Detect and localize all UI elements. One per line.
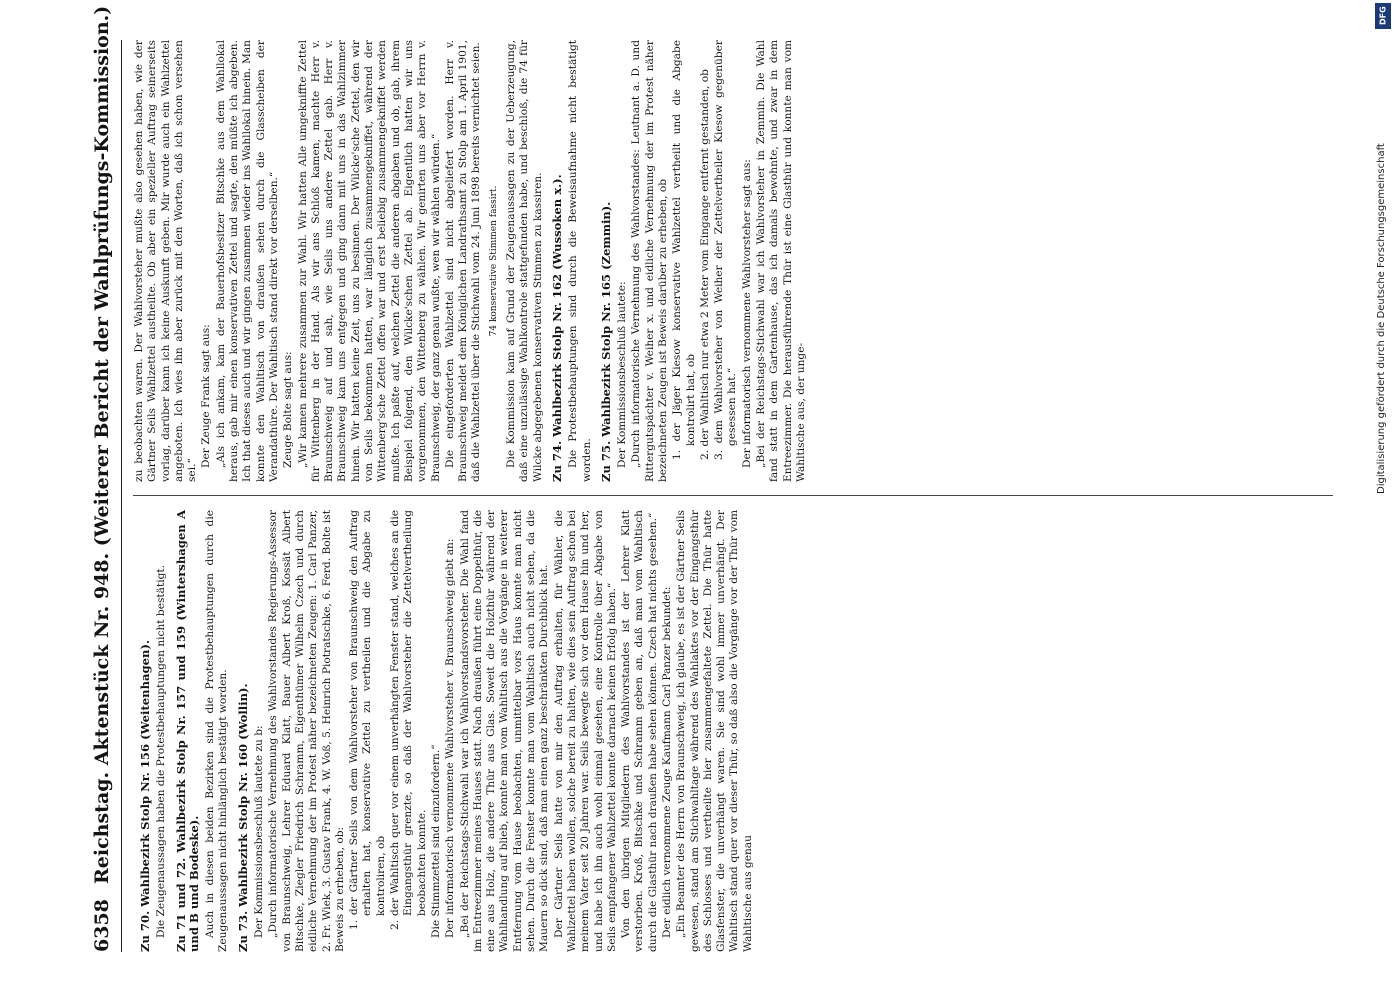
paragraph: „Als ich ankam, kam der Bauerhofsbesitzer Bitschke aus dem Wahllokal heraus, gab mir einen konservativen Zettel und sagte, den müßte ich abgeben. Ich that dieses auch und wir gingen zusammen wieder ins Wahllokal hinein. Man konnte den Wahltisch von draußen sehen durch die Glasscheiben der Verandathüre. Der Wahltisch stand direkt vor derselben.“ xyxy=(214,40,280,482)
paragraph: zu beobachten waren. Der Wahlvorsteher mußte also gesehen haben, wie der Gärtner Seils Wahlzettel austheilte. Ob aber ein spezieller Auftrag seinerseits vorlag, darüber kann ich keine Auskunft geben. Mir wurde auch ein Wahlzettel angeboten. Ich wies ihn aber zurück mit den Worten, daß ich schon versehen sei.“ xyxy=(133,40,199,482)
section-heading: Zu 71 und 72. Wahlbezirk Stolp Nr. 157 und 159 (Wintershagen A und B und Bodeske). xyxy=(173,510,201,952)
list-item: 3. dem Wahlvorsteher von Weiher der Zettelvertheiler Kiesow gegenüber gesessen hat.“ xyxy=(713,40,739,460)
text-column-right xyxy=(133,40,1343,482)
paragraph: Zeuge Bolte sagt aus: xyxy=(282,351,295,468)
paragraph: „Wir kamen mehrere zusammen zur Wahl. Wir hatten Alle umgekniffte Zettel für Wittenberg in der Hand. Als wir ans Schloß kamen, machte Herr v. Braunschweig auf und sah, wie Seils uns andere Zettel gab. Herr v. Braunschweig kam uns entgegen und ging dann mit uns in das Wahlzimmer hinein. Wir hatten keine Zeit, uns zu besinnen. Der Wilcke'sche Zettel, den wir von Seils bekommen hatten, war länglich zusammengekniffet, während der Wittenberg'sche Zettel offen war und erst beliebig zusammengekniffet werden mußte. Ich paßte auf, welchen Zettel die anderen abgaben und ob, gab, ihrem Beispiel folgend, den Wilcke'schen Zettel ab. Eigentlich hatten wir uns vorgenommen, den Wittenberg zu wählen. Wir genirten uns aber vor Herrn v. Braunschweig, der ganz genau wußte, wen wir wählen würden.“ xyxy=(296,40,442,482)
column-separator xyxy=(133,495,1333,496)
paragraph: Der Kommissionsbeschluß lautete: xyxy=(616,281,629,468)
paragraph: Die Kommission kam auf Grund der Zeugenaussagen zu der Ueberzeugung, daß eine unzulässige Wahlkontrole stattgefunden habe, und beschloß, die 74 für Wilcke abgegebenen konservativen Stimmen zu kassiren. xyxy=(505,40,544,482)
section-heading: Zu 74. Wahlbezirk Stolp Nr. 162 (Wussoken x.). xyxy=(549,174,564,482)
section-heading: Zu 70. Wahlbezirk Stolp Nr. 156 (Weitenhagen). xyxy=(138,640,152,952)
paragraph: Der Kommissionsbeschluß lautete zu b: xyxy=(253,725,266,938)
paragraph: „Bei der Reichstags-Stichwahl war ich Wahlvorsteher in Zemmin. Die Wahl fand statt in dem Gartenhause, das ich damals bewohnte, und zwar in dem Entreezimmer. Die herausführende Thür ist eine Glasthür und konnte man vom Wahltische aus, der unge- xyxy=(755,40,807,482)
section-heading: Zu 73. Wahlbezirk Stolp Nr. 160 (Wollin). xyxy=(235,683,250,952)
paragraph: Der informatorisch vernommene Wahlvorsteher v. Braunschweig giebt an: xyxy=(444,538,457,938)
paragraph: Der eidlich vernommene Zeuge Kaufmann Carl Panzer bekundet: xyxy=(660,586,673,938)
list-item: 1. der Jäger Kiesow konservative Wahlzettel vertheilt und die Abgabe kontrolirt hat, ob xyxy=(671,40,697,460)
running-header: Reichstag. Aktenstück Nr. 948. (Weiterer Bericht der Wahlprüfungs-Kommission.) xyxy=(91,5,113,884)
paragraph: Die Protestbehauptungen sind durch die Beweisaufnahme nicht bestätigt worden. xyxy=(567,40,593,482)
paragraph: Die Zeugenaussagen haben die Protestbehauptungen nicht bestätigt. xyxy=(155,564,168,938)
page-number: 6358 xyxy=(91,899,113,952)
paragraph: „Ein Beamter des Herrn von Braunschweig, ich glaube, es ist der Gärtner Seils gewesen, stand am Stichwahltage während des Wahlaktes vor der Eingangsthür des Schlosses und vertheilte hier zusammengefaltete Zettel. Die Thür hatte Glasfenster, die unverhängt waren. Sie sind wohl immer unverhängt. Der Wahltisch stand quer vor dieser Thür, so daß also die Vorgänge vor der Thür vom Wahltische aus genau xyxy=(675,510,754,952)
page-header xyxy=(85,5,125,952)
list-item: 2. der Wahltisch quer vor einem unverhängten Fenster stand, welches an die Eingangsthür grenzte, so daß der Wahlvorsteher die Zettelvertheilung beobachten konnte. xyxy=(389,510,428,930)
digitization-sidebar xyxy=(1372,0,1397,1000)
marginal-note: 74 konservative Stimmen fassirt. xyxy=(488,185,499,337)
paragraph: „Durch informatorische Vernehmung des Wahlvorstandes: Leutnant a. D. und Rittergutspächter v. Weiher x. und eidliche Vernehmung der im Protest näher bezeichneten Zeugen ist Beweis darüber zu erheben, ob xyxy=(630,40,669,482)
paragraph: „Durch informatorische Vernehmung des Wahlvorstandes Regierungs-Assessor von Braunschweig, Lehrer Eduard Klatt, Bauer Albert Kroß, Kossät Albert Bitschke, Ziegler Friedrich Schramm, Eigenthümer Wilhelm Czech und durch eidliche Vernehmung der im Protest näher bezeichneten Zeugen: 1. Carl Panzer, 2. Fr. Wiek, 3. Gustav Frank, 4. W. Voß, 5. Heinrich Piotratschke, 6. Ferd. Bolte ist Beweis zu erheben, ob: xyxy=(267,510,346,952)
paragraph: „Bei der Reichstags-Stichwahl war ich Wahlvorstandsvorsteher. Die Wahl fand im Entreezimmer meines Hauses statt. Nach draußen führt eine Doppelthür, die eine aus Holz, die andere Thür aus Glas. Soweit die Holzthür während der Wahlhandlung auf blieb, konnte man vom Wahltisch aus die Vorgänge in weiterer Entfernung vom Hause beobachten, unmittelbar vors Haus konnte man nicht sehen. Durch die Fenster konnte man vom Wahltisch auch nicht sehen, da die Mauern so dick sind, daß man einen ganz beschränkten Durchblick hat. xyxy=(458,510,551,952)
paragraph: Der informatorisch vernommene Wahlvorsteher sagt aus: xyxy=(740,159,753,468)
funding-note: Digitalisierung gefördert durch die Deutsche Forschungsgemeinschaft xyxy=(1376,143,1387,494)
dfg-logo: DFG xyxy=(1375,3,1391,29)
paragraph: Auch in diesen beiden Bezirken sind die Protestbehauptungen durch die Zeugenaussagen nicht hinlänglich bestätigt worden. xyxy=(204,510,230,952)
paragraph: Der Gärtner Seils hatte von mir den Auftrag erhalten, für Wähler, die Wahlzettel haben wollen, solche bereit zu halten, wie dies sein Auftrag schon bei meinem Vater seit 20 Jahren war. Seils bewegte sich vor dem Hause hin und her, und habe ich ihn auch wohl einmal gesehen, eine Kontrolle über Abgabe von Seils empfangener Wahlzettel konnte darnach keinen Erfolg haben.“ xyxy=(552,510,618,952)
paragraph: Der Zeuge Frank sagt aus: xyxy=(200,324,213,468)
paragraph: Die eingeforderten Wahlzettel sind nicht abgeliefert worden. Herr v. Braunschweig meldet dem Königlichen Landrathsamt zu Stolp am 1. April 1901, daß die Wahlzettel über die Stichwahl vom 24. Juni 1898 bereits vernichtet seien. xyxy=(443,40,483,482)
paragraph: Von den übrigen Mitgliedern des Wahlvorstandes ist der Lehrer Klatt verstorben. Kroß, Bitschke und Schramm geben an, daß man vom Wahltisch durch die Glasthür nach draußen habe sehen können. Czech hat nichts gesehen.“ xyxy=(620,510,659,952)
list-item: 2. der Wahltisch nur etwa 2 Meter vom Eingange entfernt gestanden, ob xyxy=(698,69,711,460)
header-rule xyxy=(121,40,122,952)
document-page xyxy=(85,5,1360,952)
list-item: 1. der Gärtner Seils von dem Wahlvorsteher von Braunschweig den Auftrag erhalten hat, konservative Zettel zu vertheilen und die Abgabe zu kontroliren, ob xyxy=(348,510,387,930)
paragraph: Die Stimmzettel sind einzufordern.“ xyxy=(429,744,442,938)
section-heading: Zu 75. Wahlbezirk Stolp Nr. 165 (Zemmin). xyxy=(598,201,613,482)
text-column-left xyxy=(133,510,1343,952)
